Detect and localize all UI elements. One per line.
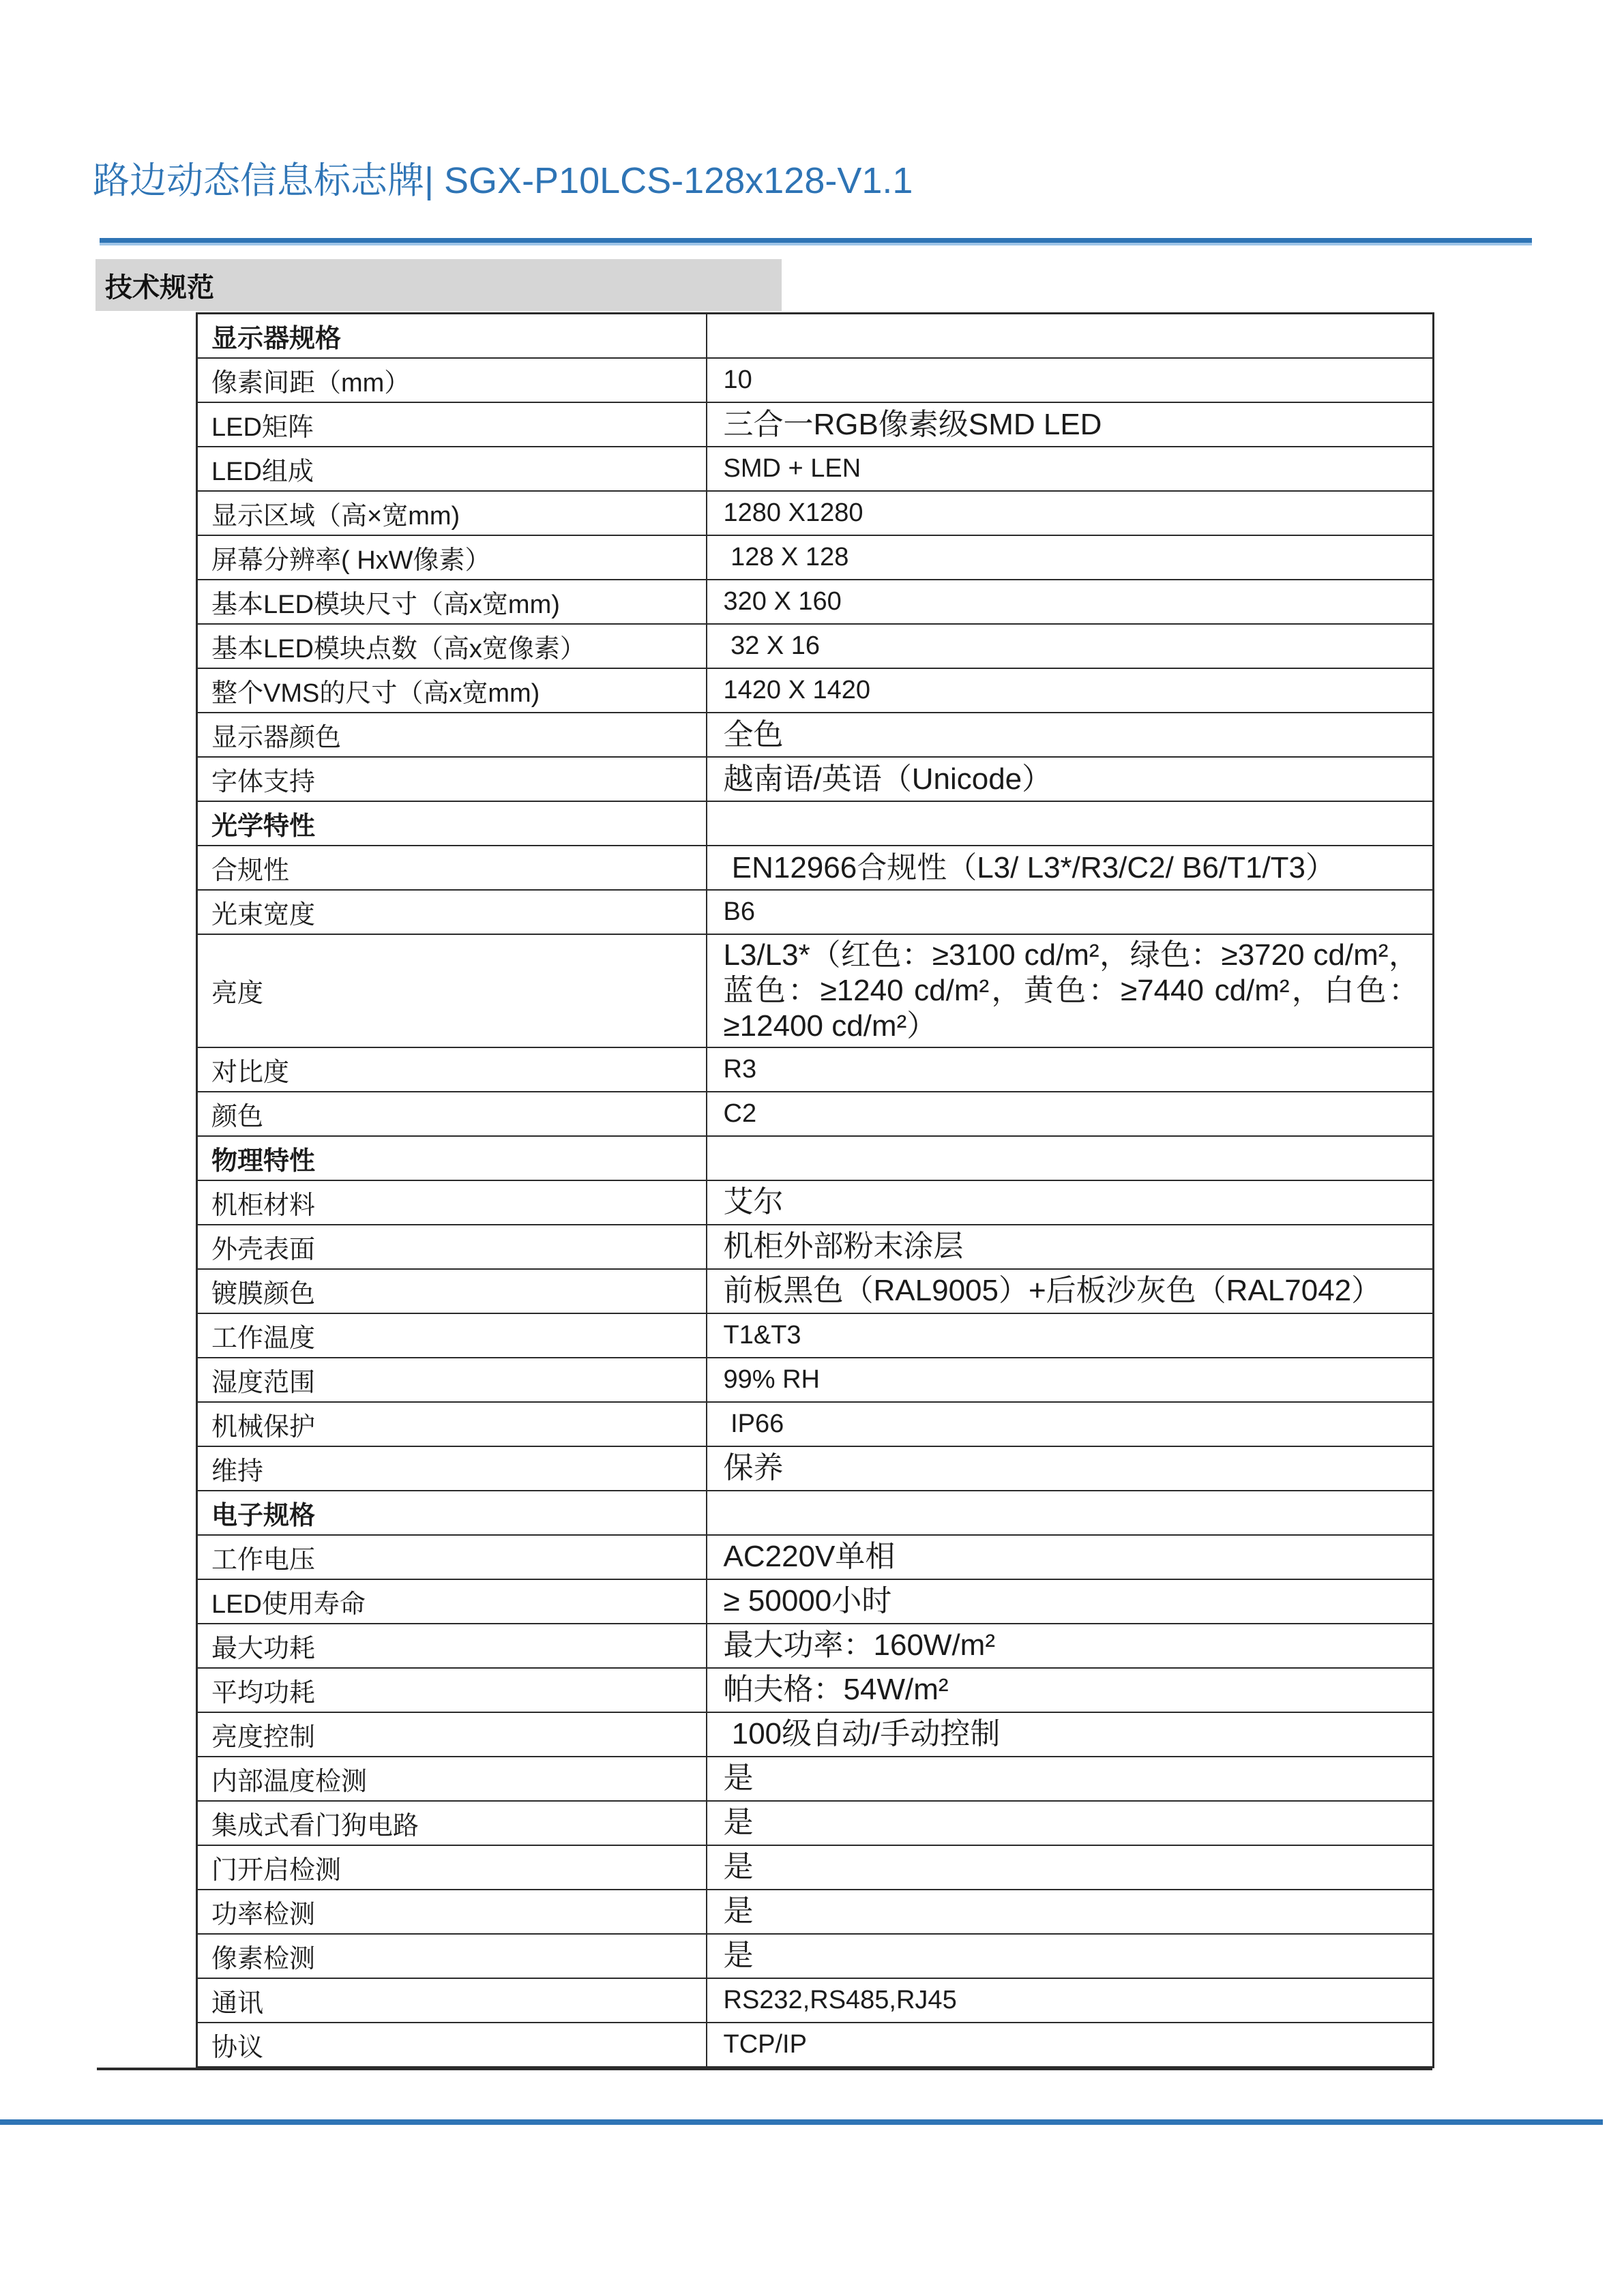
spec-row: [197, 535, 1434, 580]
spec-table: [196, 312, 1434, 2068]
spec-label-cell: 机柜材料: [197, 1180, 707, 1225]
spec-label-cell: 协议: [197, 2023, 707, 2068]
spec-row: [197, 1978, 1434, 2023]
spec-row: [197, 1668, 1434, 1712]
spec-label-cell: 维持: [197, 1446, 707, 1491]
spec-label-cell: 显示器规格: [197, 314, 707, 359]
spec-row: [197, 358, 1434, 402]
spec-row: [197, 1358, 1434, 1402]
spec-label-cell: 亮度控制: [197, 1712, 707, 1757]
spec-row: [197, 1446, 1434, 1491]
spec-row: [197, 1801, 1434, 1845]
spec-value-cell: RS232,RS485,RJ45: [707, 1978, 1434, 2023]
spec-value-cell: 越南语/英语（Unicode）: [707, 757, 1434, 801]
spec-value-cell: 1420 X 1420: [707, 668, 1434, 713]
spec-value-cell: 1280 X1280: [707, 491, 1434, 535]
spec-label-cell: 平均功耗: [197, 1668, 707, 1712]
spec-value-cell: AC220V单相: [707, 1535, 1434, 1579]
spec-row: [197, 890, 1434, 934]
spec-value-cell: 机柜外部粉末涂层: [707, 1225, 1434, 1269]
spec-row: [197, 1491, 1434, 1535]
spec-row: [197, 1402, 1434, 1446]
spec-row: [197, 1890, 1434, 1934]
spec-value-cell: 是: [707, 1934, 1434, 1978]
spec-value-cell: 是: [707, 1890, 1434, 1934]
spec-label-cell: 整个VMS的尺寸（高x宽mm): [197, 668, 707, 713]
title-underline-rule: [100, 238, 1532, 245]
spec-row: [197, 1047, 1434, 1092]
spec-value-cell: 最大功率：160W/m²: [707, 1624, 1434, 1668]
spec-value-cell: 10: [707, 358, 1434, 402]
spec-row: [197, 801, 1434, 846]
spec-value-cell: IP66: [707, 1402, 1434, 1446]
spec-value-cell: 100级自动/手动控制: [707, 1712, 1434, 1757]
spec-label-cell: 像素检测: [197, 1934, 707, 1978]
spec-row: [197, 1092, 1434, 1136]
spec-value-cell: 320 X 160: [707, 580, 1434, 624]
spec-row: [197, 1757, 1434, 1801]
spec-label-cell: 亮度: [197, 934, 707, 1047]
spec-value-cell: ≥ 50000小时: [707, 1579, 1434, 1624]
spec-value-cell: T1&T3: [707, 1313, 1434, 1358]
spec-label-cell: 最大功耗: [197, 1624, 707, 1668]
spec-value-cell: [707, 314, 1434, 359]
spec-row: [197, 2023, 1434, 2068]
spec-value-cell: 是: [707, 1845, 1434, 1890]
spec-value-cell: EN12966合规性（L3/ L3*/R3/C2/ B6/T1/T3）: [707, 846, 1434, 890]
spec-row: [197, 624, 1434, 668]
section-header: [95, 259, 782, 311]
spec-label-cell: 显示器颜色: [197, 713, 707, 757]
spec-row: [197, 1934, 1434, 1978]
section-header-label: 技术规范: [105, 272, 214, 303]
spec-value-cell: [707, 1136, 1434, 1180]
spec-label-cell: 物理特性: [197, 1136, 707, 1180]
spec-label-cell: 对比度: [197, 1047, 707, 1092]
spec-label-cell: LED矩阵: [197, 402, 707, 447]
spec-label-cell: LED组成: [197, 447, 707, 491]
spec-row: [197, 668, 1434, 713]
spec-row: [197, 314, 1434, 359]
spec-label-cell: 光学特性: [197, 801, 707, 846]
spec-label-cell: 字体支持: [197, 757, 707, 801]
spec-row: [197, 1269, 1434, 1313]
spec-value-cell: 99% RH: [707, 1358, 1434, 1402]
spec-value-cell: 保养: [707, 1446, 1434, 1491]
spec-label-cell: 工作温度: [197, 1313, 707, 1358]
spec-label-cell: 湿度范围: [197, 1358, 707, 1402]
spec-row: [197, 1845, 1434, 1890]
spec-row: [197, 1712, 1434, 1757]
spec-label-cell: 内部温度检测: [197, 1757, 707, 1801]
table-bottom-rule: [97, 2068, 1432, 2070]
spec-value-cell: 帕夫格：54W/m²: [707, 1668, 1434, 1712]
spec-label-cell: 通讯: [197, 1978, 707, 2023]
spec-row: [197, 1624, 1434, 1668]
spec-value-cell: TCP/IP: [707, 2023, 1434, 2068]
spec-value-cell: R3: [707, 1047, 1434, 1092]
spec-row: [197, 1136, 1434, 1180]
spec-row: [197, 1225, 1434, 1269]
spec-row: [197, 934, 1434, 1047]
spec-label-cell: 镀膜颜色: [197, 1269, 707, 1313]
spec-label-cell: 基本LED模块尺寸（高x宽mm): [197, 580, 707, 624]
spec-row: [197, 491, 1434, 535]
spec-row: [197, 1313, 1434, 1358]
spec-label-cell: 合规性: [197, 846, 707, 890]
spec-value-cell: [707, 1491, 1434, 1535]
spec-value-cell: L3/L3*（红色：≥3100 cd/m²，绿色：≥3720 cd/m²，蓝色：≥1240 cd/m²，黄色：≥7440 cd/m²，白色：≥12400 cd/m²）: [707, 934, 1434, 1047]
spec-row: [197, 846, 1434, 890]
spec-table-container: [196, 312, 1432, 2068]
spec-label-cell: 机械保护: [197, 1402, 707, 1446]
spec-value-cell: 前板黑色（RAL9005）+后板沙灰色（RAL7042）: [707, 1269, 1434, 1313]
spec-value-cell: 全色: [707, 713, 1434, 757]
spec-value-cell: 128 X 128: [707, 535, 1434, 580]
spec-value-cell: 是: [707, 1757, 1434, 1801]
spec-value-cell: [707, 801, 1434, 846]
spec-label-cell: 功率检测: [197, 1890, 707, 1934]
spec-row: [197, 1579, 1434, 1624]
footer-rule: [0, 2119, 1603, 2125]
spec-label-cell: LED使用寿命: [197, 1579, 707, 1624]
spec-label-cell: 颜色: [197, 1092, 707, 1136]
spec-value-cell: 32 X 16: [707, 624, 1434, 668]
spec-label-cell: 集成式看门狗电路: [197, 1801, 707, 1845]
spec-row: [197, 447, 1434, 491]
spec-label-cell: 光束宽度: [197, 890, 707, 934]
spec-label-cell: 显示区域（高×宽mm): [197, 491, 707, 535]
spec-value-cell: 三合一RGB像素级SMD LED: [707, 402, 1434, 447]
spec-label-cell: 屏幕分辨率( HxW像素）: [197, 535, 707, 580]
spec-row: [197, 402, 1434, 447]
spec-row: [197, 1180, 1434, 1225]
spec-row: [197, 713, 1434, 757]
spec-value-cell: SMD + LEN: [707, 447, 1434, 491]
spec-label-cell: 外壳表面: [197, 1225, 707, 1269]
spec-label-cell: 电子规格: [197, 1491, 707, 1535]
spec-label-cell: 门开启检测: [197, 1845, 707, 1890]
spec-value-cell: C2: [707, 1092, 1434, 1136]
spec-label-cell: 基本LED模块点数（高x宽像素）: [197, 624, 707, 668]
spec-value-cell: 艾尔: [707, 1180, 1434, 1225]
spec-value-cell: B6: [707, 890, 1434, 934]
spec-value-cell: 是: [707, 1801, 1434, 1845]
spec-label-cell: 工作电压: [197, 1535, 707, 1579]
page-title: 路边动态信息标志牌| SGX-P10LCS-128x128-V1.1: [93, 160, 913, 201]
spec-label-cell: 像素间距（mm）: [197, 358, 707, 402]
spec-row: [197, 580, 1434, 624]
spec-row: [197, 1535, 1434, 1579]
spec-row: [197, 757, 1434, 801]
